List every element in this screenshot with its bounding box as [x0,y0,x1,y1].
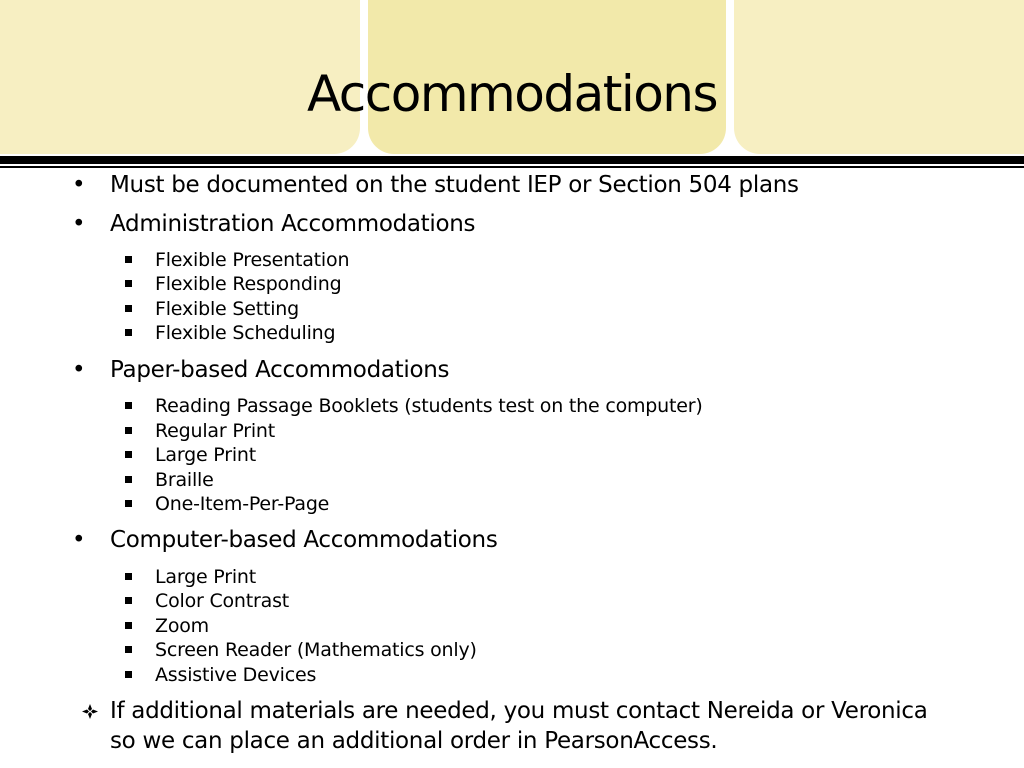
sub-bullet-item [155,321,335,345]
square-bullet-icon [125,573,132,580]
sub-bullet-text: Flexible Responding [155,273,342,295]
bullet-item [72,209,476,239]
sub-bullet-text: Zoom [155,615,209,637]
sub-bullet-text: Flexible Scheduling [155,322,336,344]
bullet-dot: • [72,527,86,553]
sub-bullet-text: Regular Print [155,420,276,442]
sub-bullet-item [155,468,214,492]
sub-bullet-item [155,248,349,272]
sub-bullet-text: Reading Passage Booklets (students test on the computer) [155,395,703,417]
bullet-item [72,355,450,385]
contact-note [110,696,930,756]
bullet-text: Administration Accommodations [110,211,476,237]
square-bullet-icon [125,280,132,287]
note-text: If additional materials are needed, you must contact Nereida or Veronica so we can place an additional order in PearsonAccess. [110,698,928,754]
bullet-item [72,525,498,555]
bullet-item [72,170,799,200]
bullet-dot: • [72,357,86,383]
diamond-bullet-icon [78,696,102,726]
sub-bullet-text: Flexible Setting [155,298,299,320]
bullet-dot: • [72,211,86,237]
sub-bullet-item [155,492,329,516]
sub-bullet-item [155,638,477,662]
sub-bullet-text: Color Contrast [155,590,290,612]
sub-bullet-text: Large Print [155,566,257,588]
sub-bullet-text: Screen Reader (Mathematics only) [155,639,477,661]
square-bullet-icon [125,451,132,458]
square-bullet-icon [125,305,132,312]
square-bullet-icon [125,329,132,336]
bullet-text: Computer-based Accommodations [110,527,498,553]
sub-bullet-item [155,663,316,687]
bullet-text: Paper-based Accommodations [110,357,450,383]
sub-bullet-text: One-Item-Per-Page [155,493,330,515]
sub-bullet-text: Flexible Presentation [155,249,350,271]
bullet-text: Must be documented on the student IEP or Section 504 plans [110,172,799,198]
square-bullet-icon [125,671,132,678]
sub-bullet-item [155,589,289,613]
title-divider-thin [0,166,1024,168]
sub-bullet-item [155,272,341,296]
sub-bullet-item [155,614,209,638]
sub-bullet-item [155,394,703,418]
square-bullet-icon [125,622,132,629]
sub-bullet-item [155,565,256,589]
sub-bullet-item [155,443,256,467]
sub-bullet-text: Large Print [155,444,257,466]
square-bullet-icon [125,256,132,263]
sub-bullet-item [155,297,299,321]
sub-bullet-text: Braille [155,469,214,491]
title-divider-thick [0,156,1024,164]
square-bullet-icon [125,476,132,483]
square-bullet-icon [125,427,132,434]
square-bullet-icon [125,500,132,507]
slide-title: Accommodations [306,65,718,123]
sub-bullet-text: Assistive Devices [155,664,317,686]
bullet-dot: • [72,172,86,198]
square-bullet-icon [125,646,132,653]
square-bullet-icon [125,597,132,604]
square-bullet-icon [125,402,132,409]
sub-bullet-item [155,419,275,443]
